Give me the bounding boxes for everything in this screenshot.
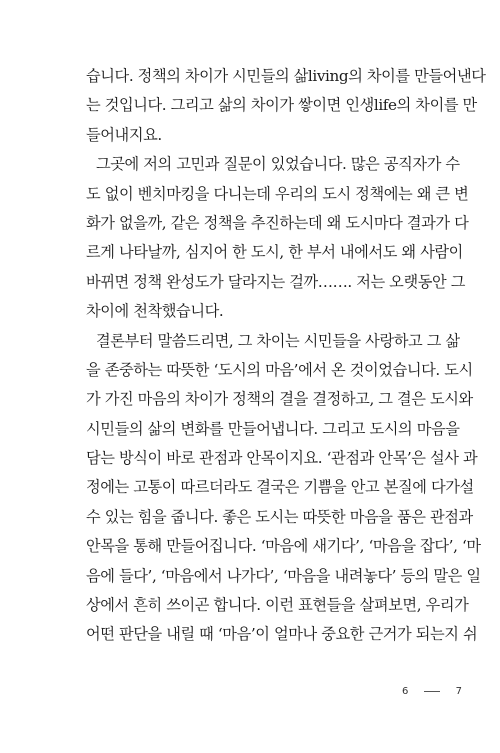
text-line: 정에는 고통이 따르더라도 결국은 기쁨을 안고 본질에 다가설 bbox=[86, 478, 474, 497]
paragraph-first-line: 그곳에 저의 고민과 질문이 있었습니다. 많은 공직자가 수 bbox=[96, 155, 460, 174]
text-line: 수 있는 힘을 줍니다. 좋은 도시는 따뜻한 마음을 품은 관점과 bbox=[86, 507, 473, 526]
text-line: 어떤 판단을 내릴 때 ‘마음’이 얼마나 중요한 근거가 되는지 쉬 bbox=[86, 625, 478, 644]
text-line: 담는 방식이 바로 관점과 안목이지요. ‘관점과 안목’은 설사 과 bbox=[86, 449, 478, 468]
page-number-right: 7 bbox=[455, 686, 462, 697]
text-line: 습니다. 정책의 차이가 시민들의 삶living의 차이를 만들어낸다 bbox=[86, 67, 486, 85]
body-text bbox=[86, 62, 486, 650]
text-line: 바뀌면 정책 완성도가 달라지는 걸까……. 저는 오랫동안 그 bbox=[86, 272, 465, 291]
page-number-left: 6 bbox=[402, 686, 409, 697]
text-line: 차이에 천착했습니다. bbox=[86, 302, 224, 321]
text-line: 시민들의 삶의 변화를 만들어냅니다. 그리고 도시의 마음을 bbox=[86, 419, 460, 438]
page-number-separator bbox=[424, 691, 440, 692]
paragraph-first-line: 결론부터 말씀드리면, 그 차이는 시민들을 사랑하고 그 삶 bbox=[96, 331, 460, 350]
text-line: 을 존중하는 따뜻한 ‘도시의 마음’에서 온 것이었습니다. 도시 bbox=[86, 360, 473, 379]
text-line: 르게 나타날까, 심지어 한 도시, 한 부서 내에서도 왜 사람이 bbox=[86, 243, 463, 262]
text-line: 가 가진 마음의 차이가 정책의 결을 결정하고, 그 결은 도시와 bbox=[86, 390, 473, 409]
text-line: 는 것입니다. 그리고 삶의 차이가 쌓이면 인생life의 차이를 만 bbox=[86, 96, 477, 115]
text-line: 도 없이 벤치마킹을 다니는데 우리의 도시 정책에는 왜 큰 변 bbox=[86, 184, 469, 203]
text-line: 안목을 통해 만들어집니다. ‘마음에 새기다’, ‘마음을 잡다’, ‘마 bbox=[86, 537, 481, 556]
text-line: 들어내지요. bbox=[86, 125, 162, 144]
text-line: 상에서 흔히 쓰이곤 합니다. 이런 표현들을 살펴보면, 우리가 bbox=[86, 596, 469, 615]
text-line: 화가 없을까, 같은 정책을 추진하는데 왜 도시마다 결과가 다 bbox=[86, 213, 469, 232]
text-line: 음에 들다’, ‘마음에서 나가다’, ‘마음을 내려놓다’ 등의 말은 일 bbox=[86, 566, 481, 585]
page-number bbox=[402, 686, 462, 697]
